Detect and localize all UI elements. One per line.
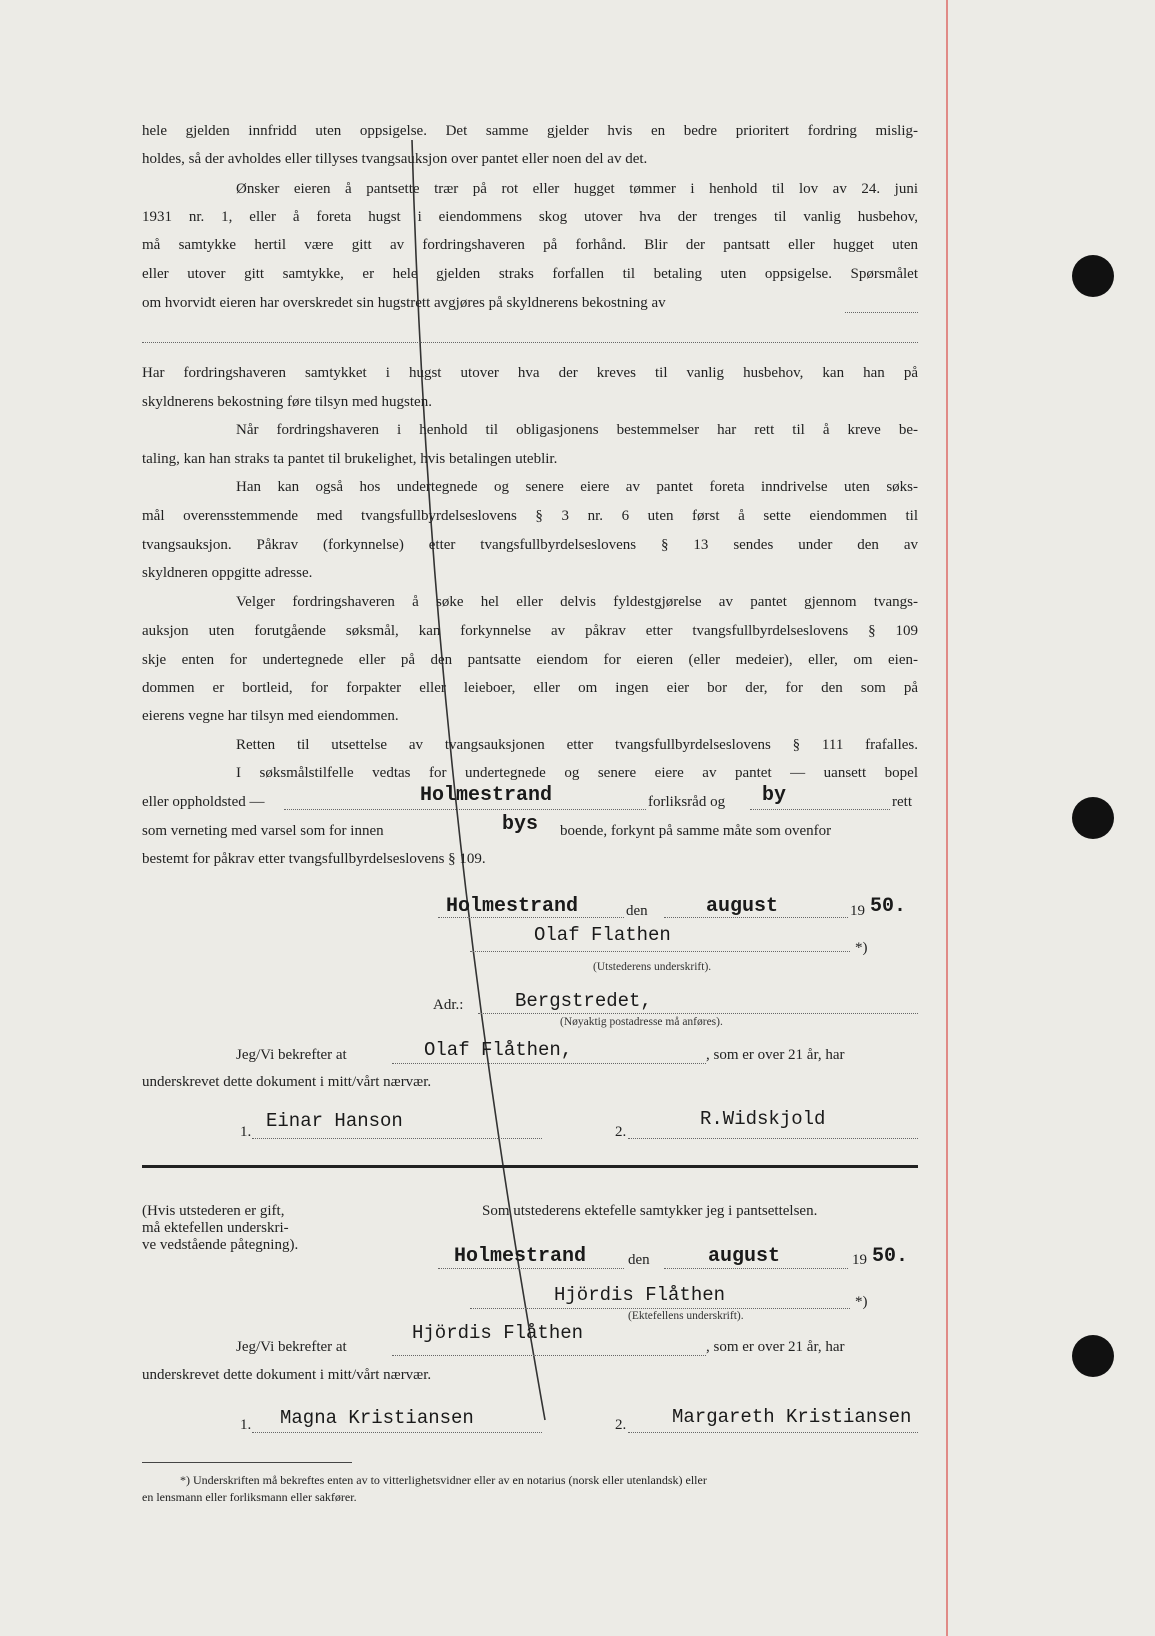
witness-field-line [392, 1063, 706, 1064]
body-line: tvangsauksjon. Påkrav (forkynnelse) etter tvangsfullbyrdelseslovens § 13 sendes under den av [142, 537, 918, 553]
address-caption: (Nøyaktig postadresse må anføres). [560, 1016, 723, 1028]
paren-mark: *) [855, 940, 868, 956]
venue-mid: forliksråd og [648, 794, 726, 810]
witness2-name: Margareth Kristiansen [672, 1406, 912, 1428]
body-line: bestemt for påkrav etter tvangsfullbyrdelseslovens § 109. [142, 851, 486, 867]
signature-caption: (Utstederens underskrift). [593, 961, 712, 973]
witness-prefix: Jeg/Vi bekrefter at [236, 1339, 347, 1355]
spouse-place: Holmestrand [454, 1245, 587, 1268]
place-field-line [438, 1268, 624, 1269]
signature-line [470, 1308, 850, 1309]
witness1-line [252, 1138, 542, 1139]
witness-suffix: , som er over 21 år, har [706, 1339, 845, 1355]
notice-prefix: som verneting med varsel som for innen [142, 823, 384, 839]
dotted-fill-line [142, 342, 918, 343]
witness-line2: underskrevet dette dokument i mitt/vårt nærvær. [142, 1367, 432, 1383]
body-line: Når fordringshaveren i henhold til obligasjonens bestemmelser har rett til å kreve be- [236, 422, 918, 438]
witness1-number: 1. [240, 1417, 252, 1433]
issuer-place: Holmestrand [446, 895, 579, 918]
spouse-signature: Hjördis Flåthen [554, 1284, 726, 1306]
body-line: eierens vegne har tilsyn med eiendommen. [142, 708, 399, 724]
issuer-month: august [706, 895, 779, 918]
address-label: Adr.: [433, 997, 464, 1013]
body-line: 1931 nr. 1, eller å foreta hugst i eiendommens skog utover hva der trenges til vanlig husbehov, [142, 209, 918, 225]
venue-prefix: eller oppholdsted — [142, 794, 265, 810]
witness1-name: Magna Kristiansen [280, 1407, 474, 1429]
witness1-name: Einar Hanson [266, 1110, 403, 1132]
notice-suffix: boende, forkynt på samme måte som ovenfor [560, 823, 832, 839]
body-line: hele gjelden innfridd uten oppsigelse. Det samme gjelder hvis en bedre prioritert fordring mislig- [142, 123, 918, 139]
signature-line [470, 951, 850, 952]
witness2-number: 2. [615, 1417, 627, 1433]
body-line: Ønsker eieren å pantsette trær på rot eller hugget tømmer i henhold til lov av 24. juni [236, 181, 918, 197]
witness-field-line [392, 1355, 706, 1356]
footnote-line: *) Underskriften må bekreftes enten av to vitterlighetsvidner eller av en notarius (norsk eller utenlandsk) eller [180, 1473, 707, 1487]
den-label: den [626, 903, 648, 919]
body-line: må samtykke hertil være gitt av fordringshaveren på forhånd. Blir der pantsatt eller hugget uten [142, 237, 918, 253]
year-prefix: 19 [850, 903, 865, 919]
issuer-year: 50. [870, 895, 907, 918]
witness2-number: 2. [615, 1124, 627, 1140]
witness-name: Hjördis Flåthen [412, 1322, 584, 1344]
body-line: skje enten for undertegnede eller på den pantsatte eiendom for eieren (eller medeier), eller, om eien- [142, 652, 918, 668]
witness1-number: 1. [240, 1124, 252, 1140]
court-field-line [750, 809, 890, 810]
paren-mark: *) [855, 1294, 868, 1310]
body-line: skyldnerens bekostning føre tilsyn med hugsten. [142, 394, 432, 410]
body-line: Har fordringshaveren samtykket i hugst utover hva der kreves til vanlig husbehov, kan han på [142, 365, 918, 381]
footnote-rule [142, 1462, 352, 1463]
venue-place: Holmestrand [420, 784, 553, 807]
body-line: Han kan også hos undertegnede og senere eiere av pantet foreta inndrivelse uten søks- [236, 479, 918, 495]
body-line: I søksmålstilfelle vedtas for undertegnede og senere eiere av pantet — uansett bopel [236, 765, 918, 781]
witness2-line [628, 1138, 918, 1139]
witness2-line [628, 1432, 918, 1433]
spouse-month: august [708, 1245, 781, 1268]
witness-suffix: , som er over 21 år, har [706, 1047, 845, 1063]
witness2-name: R.Widskjold [700, 1108, 826, 1130]
body-line: taling, kan han straks ta pantet til brukelighet, hvis betalingen uteblir. [142, 451, 558, 467]
body-line: mål overensstemmende med tvangsfullbyrdelseslovens § 3 nr. 6 uten først å sette eiendommen til [142, 508, 918, 524]
venue-court: by [762, 784, 787, 807]
spouse-note-line: må ektefellen underskri- [142, 1220, 289, 1236]
body-line: dommen er bortleid, for forpakter eller leieboer, eller om ingen eier bor der, for den som på [142, 680, 918, 696]
issuer-address: Bergstredet, [515, 990, 652, 1012]
spouse-note-line: (Hvis utstederen er gift, [142, 1203, 285, 1219]
signature-caption: (Ektefellens underskrift). [628, 1310, 744, 1322]
den-label: den [628, 1252, 650, 1268]
venue-field-line [284, 809, 646, 810]
month-field-line [664, 917, 848, 918]
body-line: Velger fordringshaveren å søke hel eller delvis fyldestgjørelse av pantet gjennom tvangs- [236, 594, 918, 610]
spouse-note-line: ve vedstående påtegning). [142, 1237, 299, 1253]
body-line: auksjon uten forutgående søksmål, kan forkynnelse av påkrav etter tvangsfullbyrdelseslovens § 109 [142, 623, 918, 639]
spouse-year: 50. [872, 1245, 909, 1268]
body-line: Retten til utsettelse av tvangsauksjonen etter tvangsfullbyrdelseslovens § 111 frafalles. [236, 737, 918, 753]
venue-suffix: rett [892, 794, 912, 810]
body-line: skyldneren oppgitte adresse. [142, 565, 313, 581]
month-field-line [664, 1268, 848, 1269]
witness1-line [252, 1432, 542, 1433]
body-line: holdes, så der avholdes eller tillyses tvangsauksjon over pantet eller noen del av det. [142, 151, 648, 167]
year-prefix: 19 [852, 1252, 867, 1268]
dotted-fill-line [845, 312, 918, 313]
witness-line2: underskrevet dette dokument i mitt/vårt nærvær. [142, 1074, 432, 1090]
witness-prefix: Jeg/Vi bekrefter at [236, 1047, 347, 1063]
witness-name: Olaf Flåthen, [424, 1039, 573, 1061]
body-line: eller utover gitt samtykke, er hele gjelden straks forfallen til betaling uten oppsigelse. Spørsmålet [142, 266, 918, 282]
spouse-consent: Som utstederens ektefelle samtykker jeg i pantsettelsen. [482, 1203, 818, 1219]
notice-value: bys [502, 813, 539, 836]
body-line: om hvorvidt eieren har overskredet sin hugstrett avgjøres på skyldnerens bekostning av [142, 295, 666, 311]
address-line [478, 1013, 918, 1014]
issuer-signature: Olaf Flathen [534, 924, 671, 946]
footnote-line: en lensmann eller forliksmann eller sakfører. [142, 1490, 357, 1504]
place-field-line [438, 917, 624, 918]
section-divider [142, 1165, 918, 1168]
